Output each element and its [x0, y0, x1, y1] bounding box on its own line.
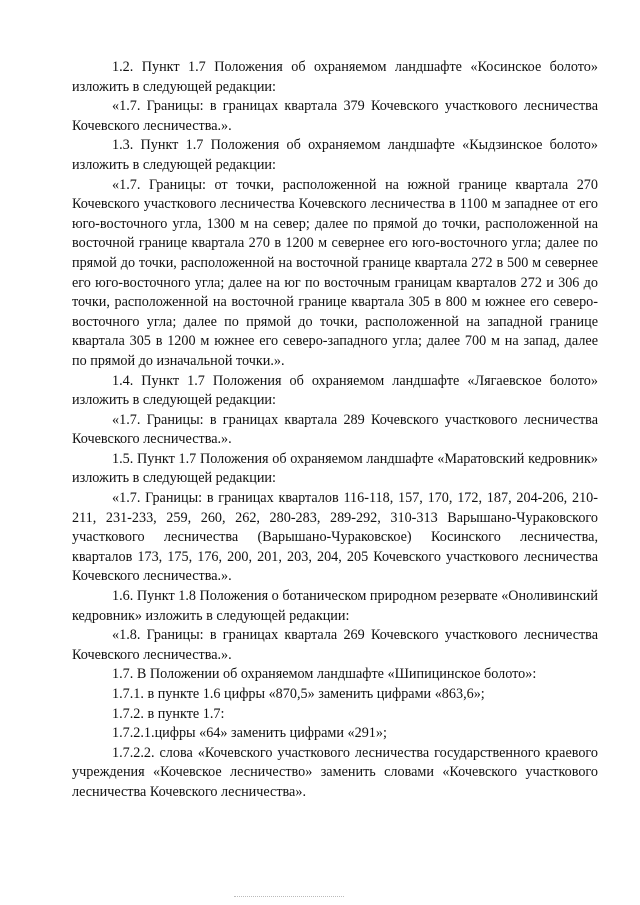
paragraph-1-7-2-1: 1.7.2.1.цифры «64» заменить цифрами «291»;	[112, 725, 387, 742]
document-page	[72, 58, 598, 803]
scan-edge-mark	[234, 896, 344, 900]
paragraph-1-4-text: «1.7. Границы: в границах квартала 289 Кочевского участкового лесничества Кочевского лесничества.».	[72, 411, 598, 448]
paragraph-1-7-2: 1.7.2. в пункте 1.7:	[112, 705, 225, 722]
paragraph-1-5-text: «1.7. Границы: в границах кварталов 116-118, 157, 170, 172, 187, 204-206, 210-211, 231-233, 259, 260, 262, 280-283, 289-292, 310-313 Варышано-Чураковского участкового лесничества (Варышано-Чураковское) Косинского лесничества, кварталов 173, 175, 176, 200, 201, 203, 204, 205 Кочевского участкового лесничества Кочевского лесничества.».	[72, 490, 598, 585]
paragraph-1-7: 1.7. В Положении об охраняемом ландшафте «Шипицинское болото»:	[112, 666, 537, 683]
paragraph-1-7-1: 1.7.1. в пункте 1.6 цифры «870,5» заменить цифрами «863,6»;	[112, 686, 485, 702]
paragraph-1-3: 1.3. Пункт 1.7 Положения об охраняемом ландшафте «Кыдзинское болото» изложить в следующей редакции:	[72, 137, 598, 173]
paragraph-1-6: 1.6. Пункт 1.8 Положения о ботаническом природном резервате «Оноливинский кедровник» изложить в следующей редакции:	[72, 588, 598, 624]
paragraph-1-7-2-2: 1.7.2.2. слова «Кочевского участкового лесничества государственного краевого учреждения «Кочевское лесничество» заменить словами «Кочевского участкового лесничества Кочевского лесничества».	[72, 744, 598, 800]
paragraph-1-2: 1.2. Пункт 1.7 Положения об охраняемом ландшафте «Косинское болото» изложить в следующей редакции:	[72, 59, 598, 95]
paragraph-1-6-text: «1.8. Границы: в границах квартала 269 Кочевского участкового лесничества Кочевского лесничества.».	[72, 627, 598, 663]
paragraph-1-3-text: «1.7. Границы: от точки, расположенной на южной границе квартала 270 Кочевского участкового лесничества Кочевского лесничества в 1100 м западнее от его юго-восточного угла, 1300 м на север; далее по прямой до точки, расположенной на восточной границе квартала 270 в 1200 м севернее его юго-восточного угла; далее по прямой до точки, расположенной на восточной границе квартала 272 в 500 м севернее его юго-восточного угла; далее на юг по восточным границам кварталов 272 и 306 до точки, расположенной на восточной границе квартала 305 в 800 м южнее его северо-восточного угла; далее по прямой до точки, расположенной на западной границе квартала 305 в 1200 м южнее его северо-западного угла; далее 700 м на запад, далее по прямой до изначальной точки.».	[72, 176, 598, 369]
paragraph-1-5: 1.5. Пункт 1.7 Положения об охраняемом ландшафте «Маратовский кедровник» изложить в следующей редакции:	[72, 450, 598, 487]
paragraph-1-4: 1.4. Пункт 1.7 Положения об охраняемом ландшафте «Лягаевское болото» изложить в следующей редакции:	[72, 372, 598, 409]
paragraph-1-2-text: «1.7. Границы: в границах квартала 379 Кочевского участкового лесничества Кочевского лесничества.».	[72, 98, 598, 134]
